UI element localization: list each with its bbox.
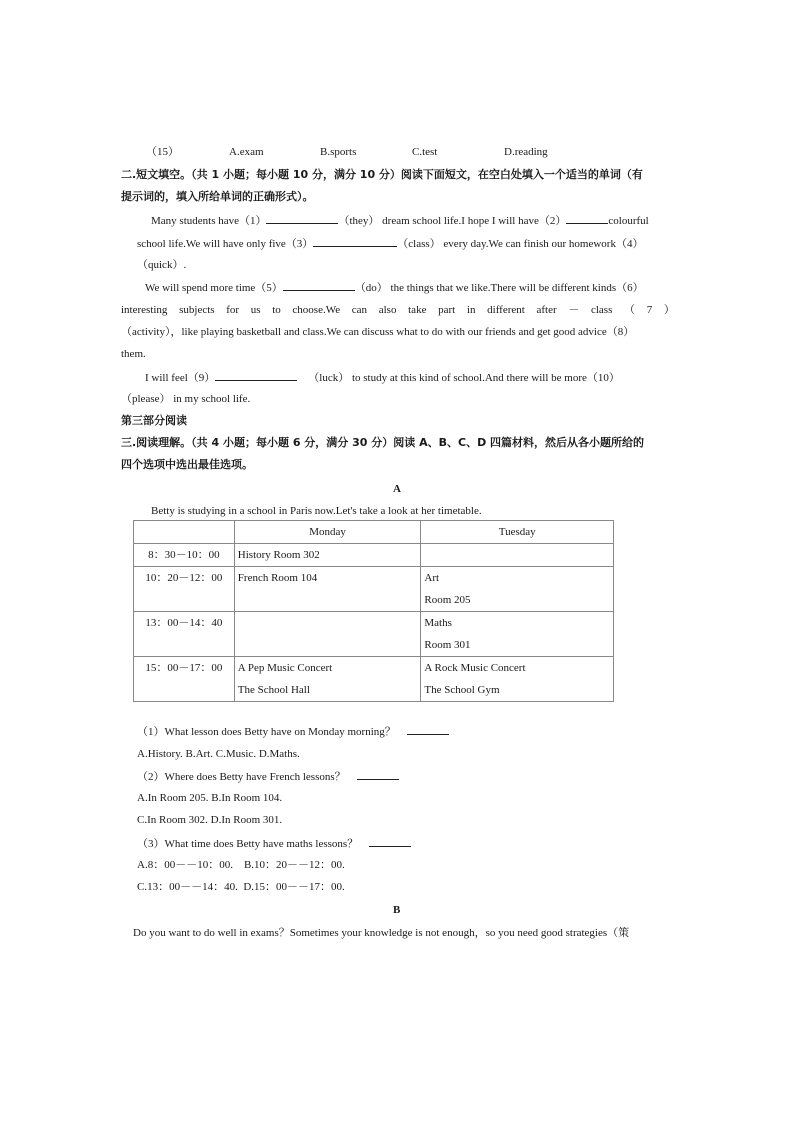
word: －	[568, 304, 580, 316]
word: part	[438, 304, 456, 316]
text-segment: （do） the things that we like.There will be different kinds（6）	[354, 282, 644, 294]
word: choose.We	[292, 304, 341, 316]
word: ）	[663, 304, 675, 316]
cell-text: 13：00－14：40	[145, 617, 223, 629]
passage-line: them.	[121, 348, 146, 360]
section2-title-line2: 提示词的，填入所给单词的正确形式）。	[121, 190, 314, 203]
tuesday-cell	[421, 612, 614, 657]
column-header: Monday	[234, 521, 421, 544]
answer-blank[interactable]	[357, 769, 399, 780]
text-segment: Many students have（1）	[151, 215, 267, 227]
word: class	[590, 304, 613, 316]
tuesday-cell	[421, 567, 614, 612]
justified-passage-line	[121, 303, 675, 317]
passage-line: Do you want to do well in exams？Sometimes your knowledge is not enough，so you need good strategies（策	[133, 927, 630, 939]
word: to	[272, 304, 281, 316]
word: for	[226, 304, 240, 316]
cell-text: Room 301	[424, 639, 471, 651]
cell-text: French Room 104	[237, 572, 318, 584]
monday-cell	[234, 657, 421, 702]
word: 7	[646, 304, 653, 316]
passage-line	[151, 213, 649, 228]
section2-title-line1: 二.短文填空。（共 1 小题；每小题 10 分，满分 10 分）阅读下面短文，在空白处填入一个适当的单词（有	[121, 168, 643, 181]
question-1-options: A.History. B.Art. C.Music. D.Maths.	[137, 748, 300, 760]
question-3	[137, 836, 411, 851]
cell-text: 15：00－17：00	[145, 662, 223, 674]
text-segment: （luck） to study at this kind of school.And there will be more（10）	[308, 372, 620, 384]
cell-text: 10：20－12：00	[145, 572, 223, 584]
word: also	[378, 304, 397, 316]
question-text: （2）Where does Betty have French lessons？	[137, 771, 346, 783]
option-a: A.exam	[229, 146, 264, 158]
passage-heading-b: B	[393, 904, 401, 916]
option-b: B.sports	[320, 146, 357, 158]
answer-blank-5[interactable]	[283, 280, 355, 291]
cell-text: A Rock Music Concert	[424, 662, 526, 674]
passage-line	[137, 236, 643, 251]
text-segment: I will feel（9）	[145, 372, 216, 384]
option-c: C.test	[412, 146, 438, 158]
monday-cell	[234, 567, 421, 612]
passage-line: （activity），like playing basketball and class.We can discuss what to do with our friends and get good advice（8）	[121, 326, 635, 338]
question-2-options-line1: A.In Room 205. B.In Room 104.	[137, 792, 283, 804]
passage-line	[145, 370, 620, 385]
table-row	[134, 567, 614, 612]
word: after	[536, 304, 557, 316]
word: （	[624, 304, 636, 316]
cell-text: A Pep Music Concert	[237, 662, 333, 674]
text-segment: （class） every day.We can finish our homework（4）	[397, 238, 644, 250]
cell-text: Room 205	[424, 594, 471, 606]
text-segment: school life.We will have only five（3）	[137, 238, 314, 250]
time-cell	[134, 657, 235, 702]
section3-title-line2: 四个选项中选出最佳选项。	[121, 458, 253, 471]
tuesday-cell	[421, 544, 614, 567]
option-d: D.reading	[504, 146, 548, 158]
question-2	[137, 769, 399, 784]
table-row	[134, 657, 614, 702]
cell-text: The School Hall	[237, 684, 310, 696]
answer-blank-9[interactable]	[215, 370, 297, 381]
word: in	[466, 304, 476, 316]
passage-line: （quick）.	[137, 259, 187, 271]
word: can	[351, 304, 368, 316]
cell-text: Art	[424, 572, 440, 584]
passage-line: （please） in my school life.	[121, 393, 251, 405]
word: interesting	[121, 304, 168, 316]
answer-blank-2[interactable]	[566, 213, 608, 224]
cell-text: The School Gym	[424, 684, 500, 696]
text-segment: We will spend more time（5）	[145, 282, 283, 294]
question-3-options-line2: C.13：00－－14：40. D.15：00－－17：00.	[137, 881, 345, 893]
word: us	[250, 304, 261, 316]
monday-cell	[234, 612, 421, 657]
section3-title-line1: 三.阅读理解。（共 4 小题；每小题 6 分，满分 30 分）阅读 A、B、C、D 四篇材料，然后从各小题所给的	[121, 436, 645, 449]
question-3-options-line1: A.8：00－－10：00. B.10：20－－12：00.	[137, 859, 345, 871]
question-2-options-line2: C.In Room 302. D.In Room 301.	[137, 814, 283, 826]
monday-cell	[234, 544, 421, 567]
answer-blank[interactable]	[407, 724, 449, 735]
table-row	[134, 544, 614, 567]
answer-blank-3[interactable]	[313, 236, 397, 247]
table-header-row	[134, 521, 614, 544]
answer-blank-1[interactable]	[266, 213, 338, 224]
question-text: （3）What time does Betty have maths lessons？	[137, 838, 359, 850]
cell-text: 8：30－10：00	[148, 549, 220, 561]
table-row	[134, 612, 614, 657]
word: different	[487, 304, 525, 316]
time-cell	[134, 544, 235, 567]
passage-heading-a: A	[393, 483, 401, 495]
word: subjects	[179, 304, 215, 316]
cell-text: Maths	[424, 617, 452, 629]
word: take	[408, 304, 427, 316]
timetable	[133, 520, 614, 702]
answer-blank[interactable]	[369, 836, 411, 847]
column-header	[134, 521, 235, 544]
passage-line	[145, 280, 644, 295]
text-segment: （they） dream school life.I hope I will have（2）	[338, 215, 567, 227]
time-cell	[134, 567, 235, 612]
column-header: Tuesday	[421, 521, 614, 544]
question-1	[137, 724, 449, 739]
question-number: （15）	[146, 146, 179, 158]
tuesday-cell	[421, 657, 614, 702]
passage-intro: Betty is studying in a school in Paris now.Let's take a look at her timetable.	[151, 505, 482, 517]
cell-text: History Room 302	[237, 549, 320, 561]
part3-title: 第三部分阅读	[121, 414, 187, 427]
question-text: （1）What lesson does Betty have on Monday morning？	[137, 726, 396, 738]
text-segment: colourful	[608, 215, 649, 227]
time-cell	[134, 612, 235, 657]
